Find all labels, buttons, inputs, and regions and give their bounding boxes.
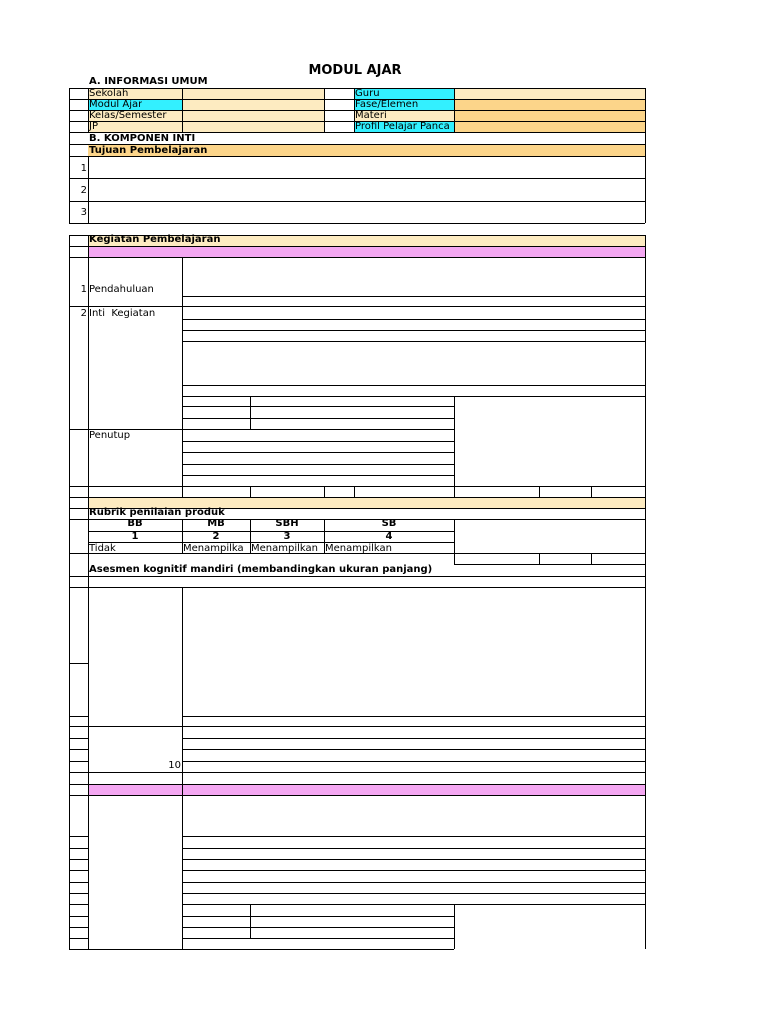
phase-number-2: 2 xyxy=(80,308,87,319)
phase-name-penutup: Penutup xyxy=(89,430,131,441)
label-modul-ajar: Modul Ajar xyxy=(89,99,143,110)
rubrik-score-2: 2 xyxy=(212,531,220,542)
rubrik-score-3: 3 xyxy=(283,531,291,542)
rubrik-desc-sbh: Menampilkan xyxy=(251,543,318,554)
rubrik-level-bb: BB xyxy=(127,518,143,529)
label-sekolah: Sekolah xyxy=(89,88,129,99)
label-profil: Profil Pelajar Panca xyxy=(355,121,450,132)
section-b-heading: B. KOMPONEN INTI xyxy=(89,133,196,144)
phase-number-1: 1 xyxy=(80,284,87,295)
tujuan-number-2: 2 xyxy=(80,185,87,196)
tujuan-label: Tujuan Pembelajaran xyxy=(89,145,208,156)
label-jp: JP xyxy=(89,121,98,132)
tujuan-number-3: 3 xyxy=(80,207,87,218)
rubrik-label: Rubrik penilaian produk xyxy=(89,507,225,518)
section-a-heading: A. INFORMASI UMUM xyxy=(89,76,208,87)
label-kelas-semester: Kelas/Semester xyxy=(89,110,167,121)
rubrik-level-sb: SB xyxy=(381,518,397,529)
rubrik-score-1: 1 xyxy=(131,531,139,542)
rubrik-level-sbh: SBH xyxy=(275,518,299,529)
label-guru: Guru xyxy=(355,88,380,99)
asesmen-label: Asesmen kognitif mandiri (membandingkan ukuran panjang) xyxy=(89,564,433,575)
phase-name-inti: Inti Kegiatan xyxy=(89,308,156,319)
rubrik-level-mb: MB xyxy=(207,518,225,529)
page-title: MODUL AJAR xyxy=(308,63,402,78)
asesmen-number: 10 xyxy=(168,760,181,771)
phase-name-pendahuluan: Pendahuluan xyxy=(89,284,154,295)
label-materi: Materi xyxy=(355,110,387,121)
label-fase-elemen: Fase/Elemen xyxy=(355,99,419,110)
rubrik-desc-mb: Menampilka xyxy=(183,543,244,554)
rubrik-desc-sb: Menampilkan xyxy=(325,543,392,554)
rubrik-score-4: 4 xyxy=(385,531,393,542)
rubrik-desc-bb: Tidak xyxy=(89,543,116,554)
kegiatan-label: Kegiatan Pembelajaran xyxy=(89,234,221,245)
tujuan-number-1: 1 xyxy=(80,163,87,174)
